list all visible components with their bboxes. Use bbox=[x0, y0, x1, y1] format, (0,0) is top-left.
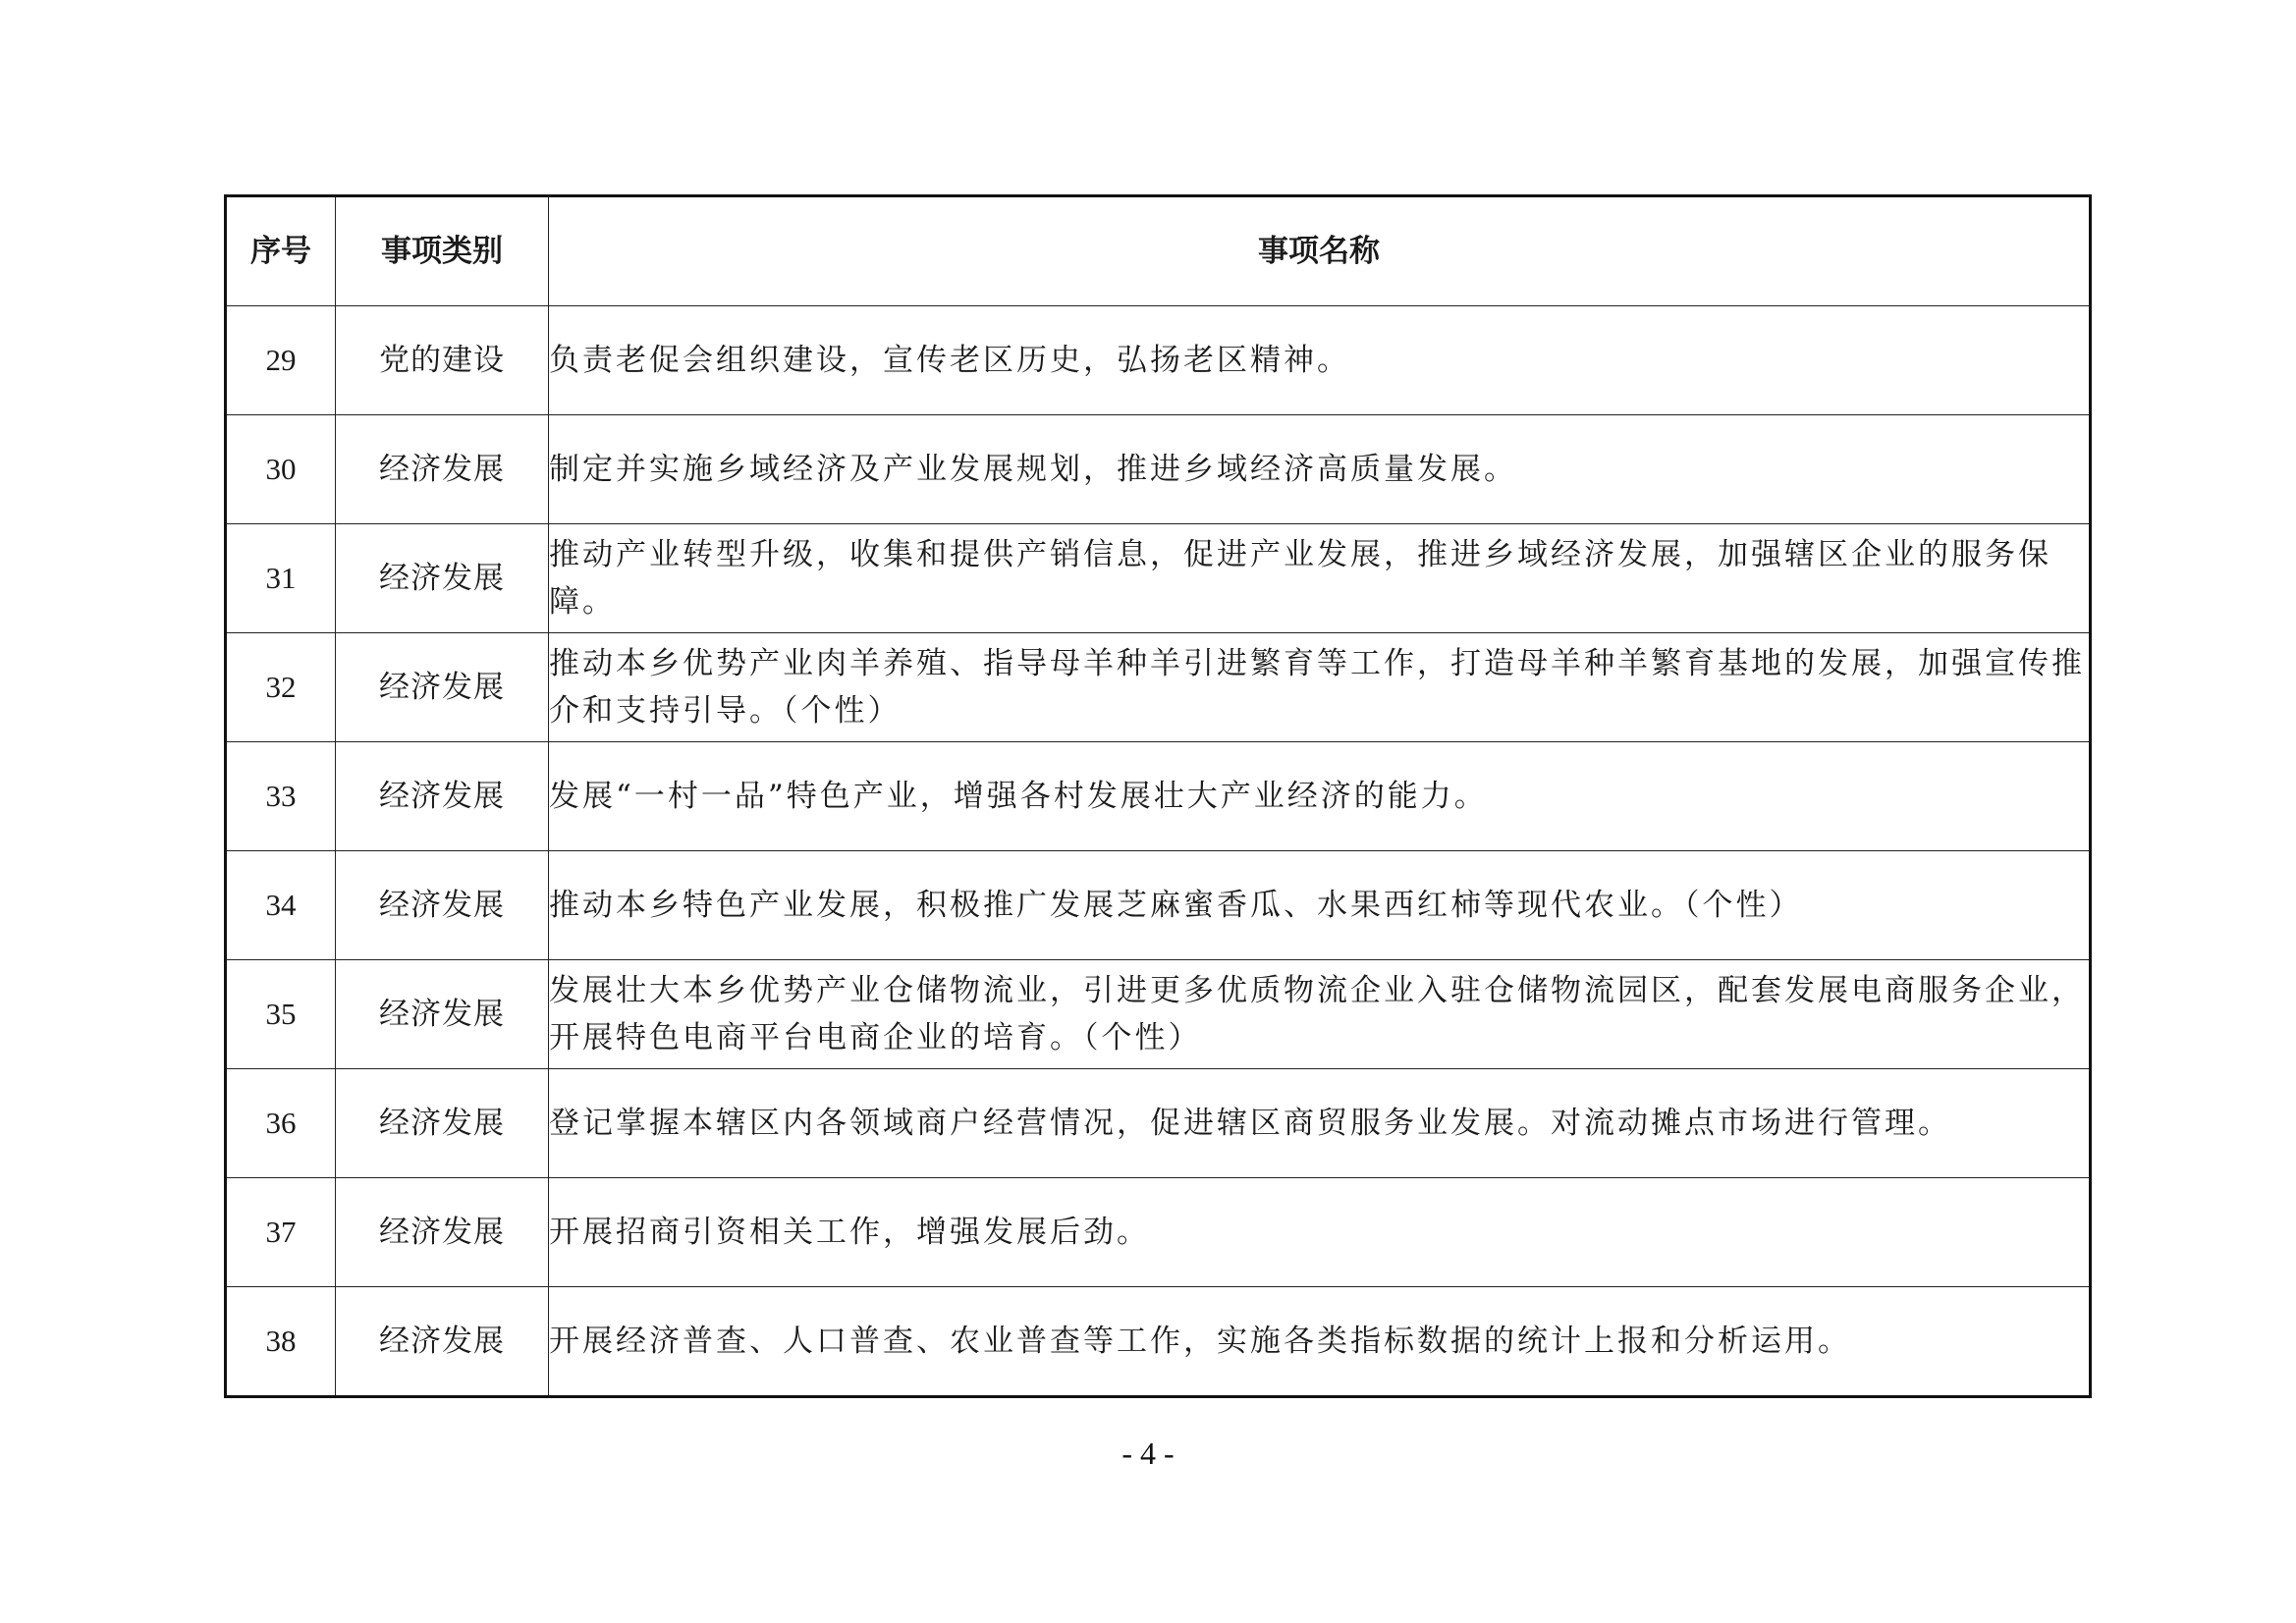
row-item-name: 负责老促会组织建设，宣传老区历史，弘扬老区精神。 bbox=[549, 306, 2091, 415]
row-number: 33 bbox=[226, 742, 336, 851]
table-row bbox=[226, 1069, 2091, 1178]
items-table bbox=[224, 194, 2092, 1398]
row-number: 36 bbox=[226, 1069, 336, 1178]
row-item-name: 开展经济普查、人口普查、农业普查等工作，实施各类指标数据的统计上报和分析运用。 bbox=[549, 1287, 2091, 1397]
row-number: 38 bbox=[226, 1287, 336, 1397]
header-no: 序号 bbox=[226, 196, 336, 306]
table-row bbox=[226, 524, 2091, 633]
row-item-name: 发展壮大本乡优势产业仓储物流业，引进更多优质物流企业入驻仓储物流园区，配套发展电商服务企业，开展特色电商平台电商企业的培育。（个性） bbox=[549, 960, 2091, 1069]
header-name: 事项名称 bbox=[549, 196, 2091, 306]
row-number: 35 bbox=[226, 960, 336, 1069]
row-number: 37 bbox=[226, 1178, 336, 1287]
table-row bbox=[226, 633, 2091, 742]
row-number: 31 bbox=[226, 524, 336, 633]
table-row bbox=[226, 1287, 2091, 1397]
table-row bbox=[226, 851, 2091, 960]
table-row bbox=[226, 415, 2091, 524]
row-item-name: 推动本乡优势产业肉羊养殖、指导母羊种羊引进繁育等工作，打造母羊种羊繁育基地的发展，加强宣传推介和支持引导。（个性） bbox=[549, 633, 2091, 742]
row-category: 经济发展 bbox=[336, 1287, 549, 1397]
row-category: 经济发展 bbox=[336, 524, 549, 633]
row-number: 29 bbox=[226, 306, 336, 415]
row-category: 经济发展 bbox=[336, 851, 549, 960]
table-row bbox=[226, 306, 2091, 415]
page-number: - 4 - bbox=[1121, 1435, 1175, 1471]
header-category: 事项类别 bbox=[336, 196, 549, 306]
table-header-row bbox=[226, 196, 2091, 306]
row-item-name: 登记掌握本辖区内各领域商户经营情况，促进辖区商贸服务业发展。对流动摊点市场进行管理。 bbox=[549, 1069, 2091, 1178]
row-item-name: 制定并实施乡域经济及产业发展规划，推进乡域经济高质量发展。 bbox=[549, 415, 2091, 524]
row-category: 经济发展 bbox=[336, 742, 549, 851]
row-category: 经济发展 bbox=[336, 415, 549, 524]
table-row bbox=[226, 742, 2091, 851]
row-item-name: 推动产业转型升级，收集和提供产销信息，促进产业发展，推进乡域经济发展，加强辖区企业的服务保障。 bbox=[549, 524, 2091, 633]
row-number: 34 bbox=[226, 851, 336, 960]
row-item-name: 开展招商引资相关工作，增强发展后劲。 bbox=[549, 1178, 2091, 1287]
row-category: 经济发展 bbox=[336, 1178, 549, 1287]
row-item-name: 推动本乡特色产业发展，积极推广发展芝麻蜜香瓜、水果西红柿等现代农业。（个性） bbox=[549, 851, 2091, 960]
row-category: 党的建设 bbox=[336, 306, 549, 415]
row-item-name: 发展“一村一品”特色产业，增强各村发展壮大产业经济的能力。 bbox=[549, 742, 2091, 851]
row-category: 经济发展 bbox=[336, 960, 549, 1069]
row-category: 经济发展 bbox=[336, 633, 549, 742]
row-category: 经济发展 bbox=[336, 1069, 549, 1178]
table-row bbox=[226, 960, 2091, 1069]
table-row bbox=[226, 1178, 2091, 1287]
row-number: 30 bbox=[226, 415, 336, 524]
row-number: 32 bbox=[226, 633, 336, 742]
